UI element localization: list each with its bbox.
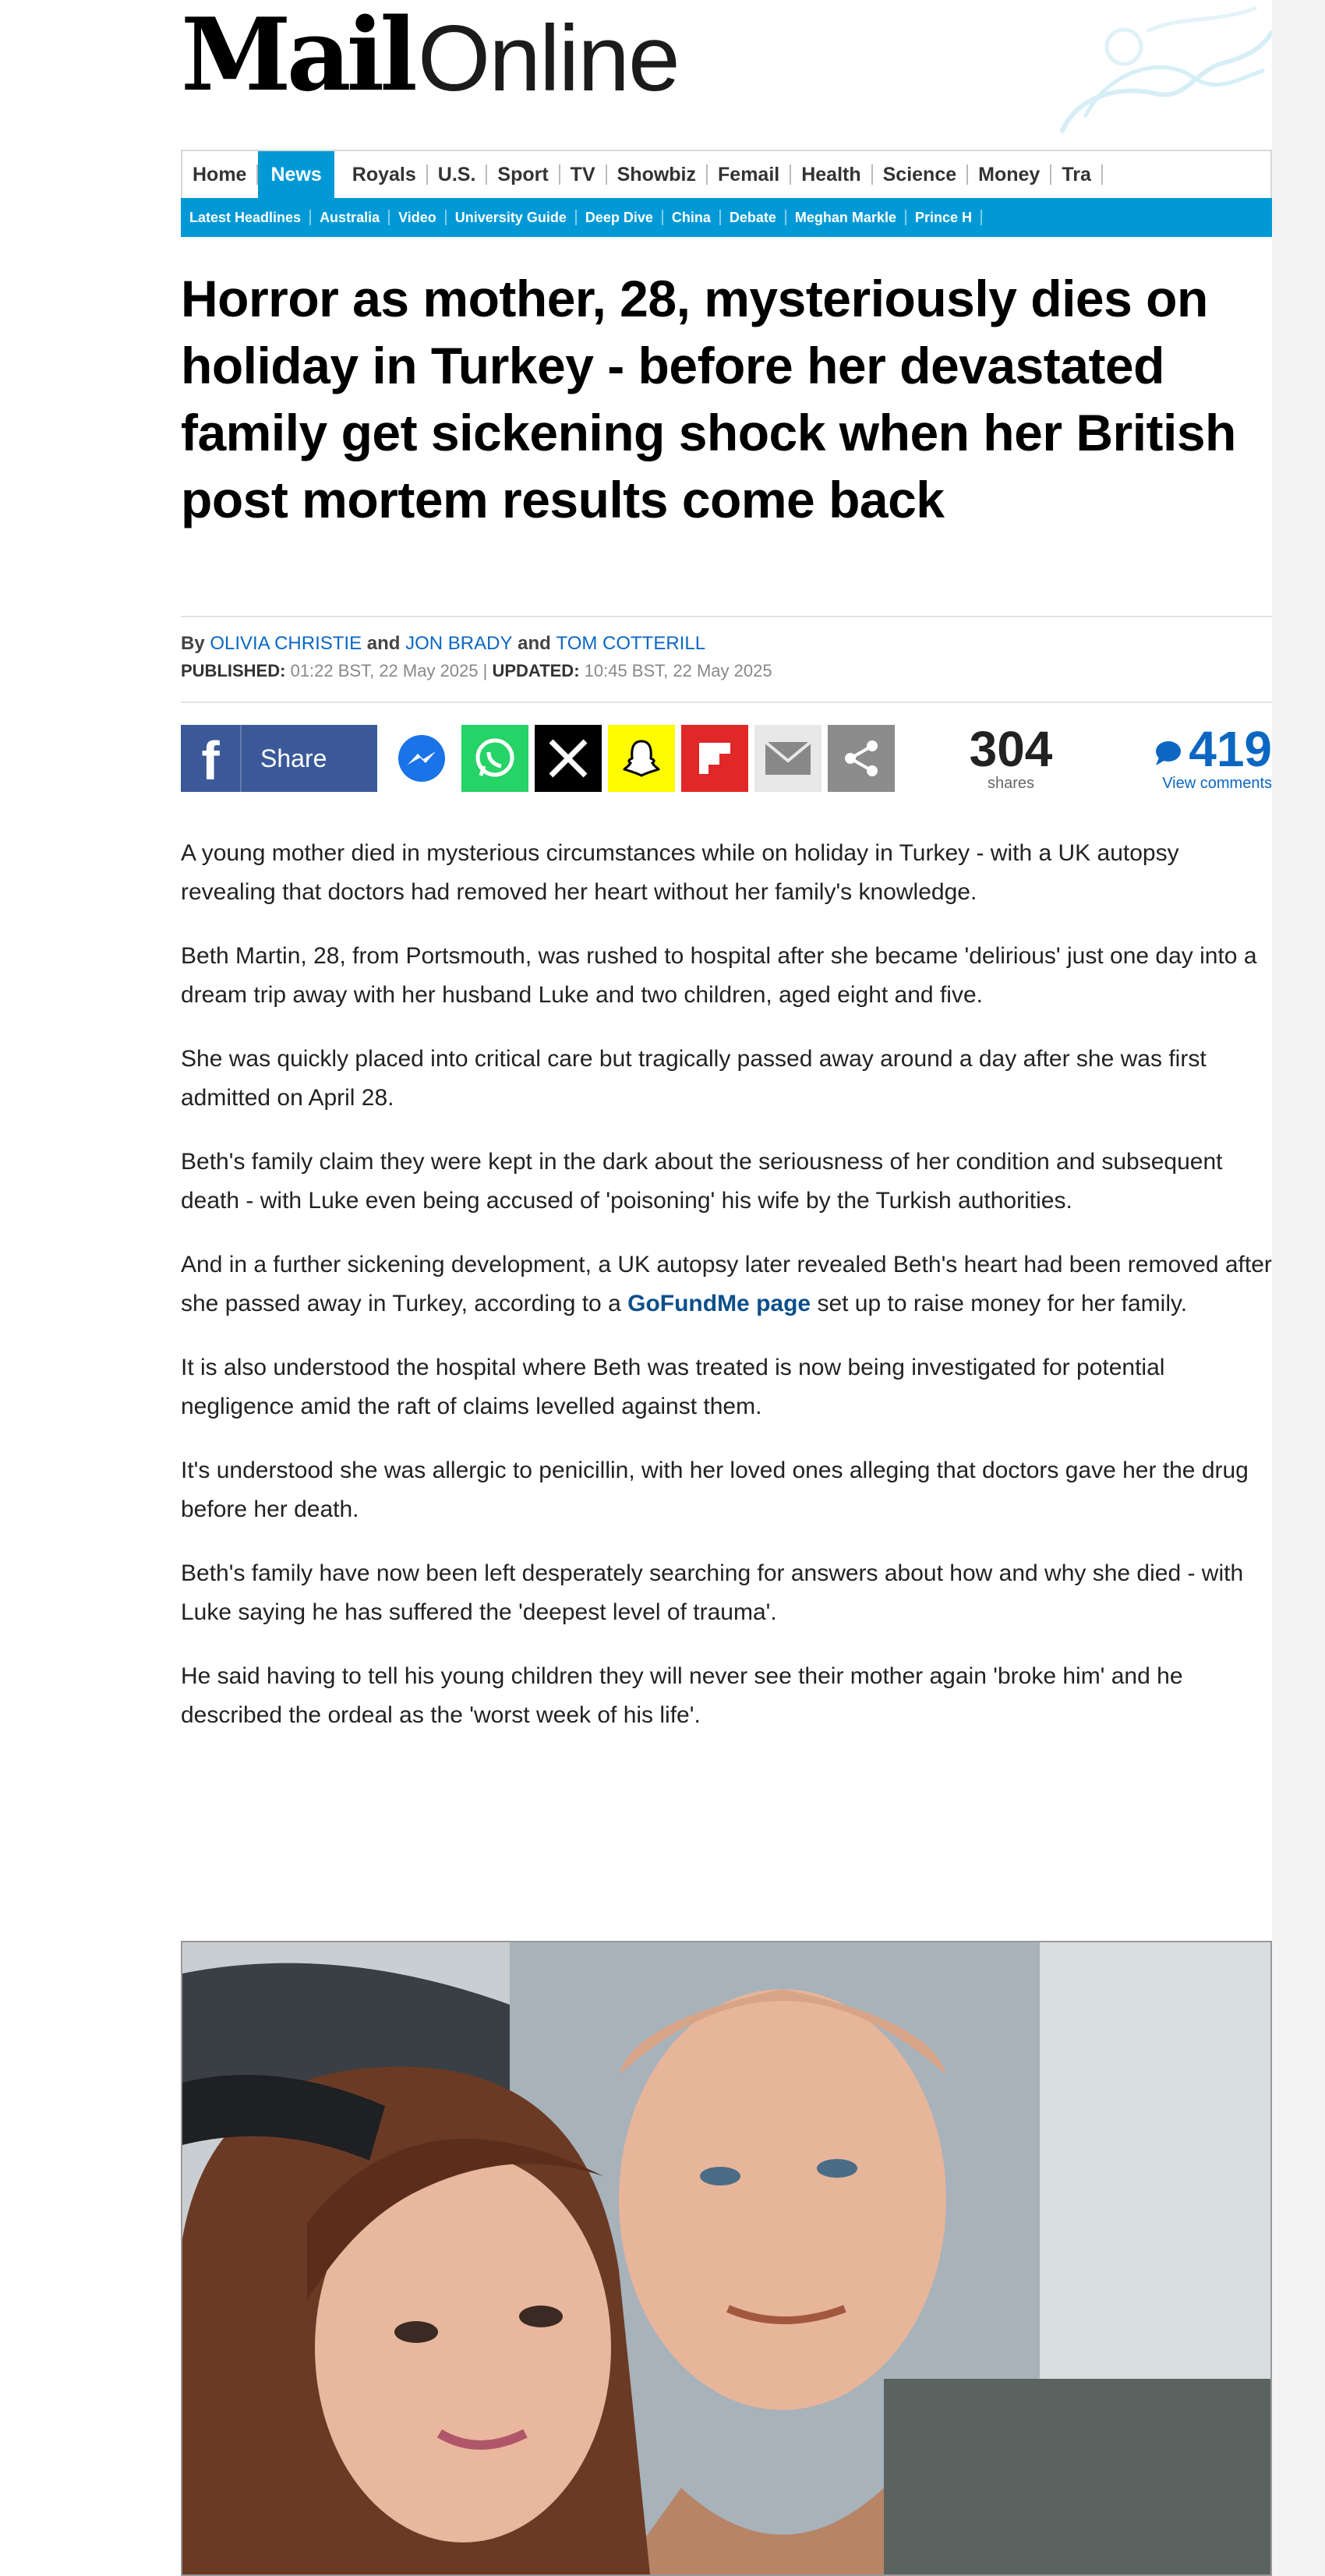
nav-money[interactable]: Money [968, 164, 1051, 185]
subnav-deep-dive[interactable]: Deep Dive [577, 210, 663, 225]
nav-news[interactable]: News [258, 150, 334, 198]
masthead-decoration-icon [1030, 0, 1272, 140]
share-count-label: shares [987, 775, 1035, 792]
nav-tv[interactable]: TV [560, 164, 607, 185]
subnav-university-guide[interactable]: University Guide [447, 210, 577, 225]
messenger-icon[interactable] [388, 725, 455, 792]
article-body [181, 834, 1272, 1760]
nav-home[interactable]: Home [182, 164, 258, 185]
nav-travel[interactable]: Tra [1051, 164, 1103, 185]
nav-showbiz[interactable]: Showbiz [607, 164, 708, 185]
subnav-latest-headlines[interactable]: Latest Headlines [181, 210, 311, 225]
paragraph: Beth's family have now been left desperately searching for answers about how and why she died - with Luke saying he has suffered the 'deepest level of trauma'. [181, 1560, 1244, 1625]
updated-label: UPDATED: [492, 661, 580, 680]
paragraph [181, 1246, 1272, 1323]
primary-nav [181, 150, 1272, 198]
nav-us[interactable]: U.S. [428, 164, 488, 185]
gofundme-link[interactable]: GoFundMe page [627, 1291, 811, 1316]
divider [181, 616, 1272, 617]
nav-health[interactable]: Health [791, 164, 872, 185]
share-icon[interactable] [828, 725, 895, 792]
paragraph-text: And in a further sickening development, a UK autopsy later revealed Beth's heart had been removed after she passed away in Turkey, according to a [181, 1252, 1272, 1316]
paragraph: It is also understood the hospital where Beth was treated is now being investigated for potential negligence amid the raft of claims levelled against them. [181, 1355, 1165, 1419]
subnav-prince-harry[interactable]: Prince H [906, 210, 982, 225]
secondary-nav [181, 198, 1272, 237]
author-link[interactable]: OLIVIA CHRISTIE [210, 633, 362, 654]
site-logo[interactable] [181, 0, 679, 114]
comments-link[interactable] [1094, 723, 1272, 793]
logo-mail: Mail [181, 0, 413, 114]
share-count-number: 304 [969, 721, 1053, 777]
couple-photo-illustration [182, 1942, 1270, 2574]
share-count [960, 723, 1062, 793]
nav-royals[interactable]: Royals [342, 164, 428, 185]
updated-date: 10:45 BST, 22 May 2025 [584, 661, 772, 680]
masthead [181, 0, 1272, 140]
comment-bubble-icon [1153, 737, 1184, 769]
nav-sport[interactable]: Sport [487, 164, 560, 185]
logo-online: Online [417, 6, 679, 111]
paragraph: A young mother died in mysterious circumstances while on holiday in Turkey - with a UK autopsy revealing that doctors had removed her heart without her family's knowledge. [181, 840, 1179, 905]
paragraph: Beth's family claim they were kept in the dark about the seriousness of her condition and subsequent death - with Luke even being accused of 'poisoning' his wife by the Turkish authorities. [181, 1149, 1223, 1214]
published-label: PUBLISHED: [181, 661, 286, 680]
nav-femail[interactable]: Femail [708, 164, 791, 185]
paragraph-text: set up to raise money for her family. [817, 1291, 1188, 1316]
paragraph: Beth Martin, 28, from Portsmouth, was rushed to hospital after she became 'delirious' just one day into a dream trip away with her husband Luke and two children, aged eight and five. [181, 943, 1257, 1008]
flipboard-icon[interactable] [681, 725, 748, 792]
published-date: 01:22 BST, 22 May 2025 [290, 661, 479, 680]
author-link[interactable]: TOM COTTERILL [556, 633, 706, 654]
paragraph: It's understood she was allergic to penicillin, with her loved ones alleging that doctors gave her the drug before her death. [181, 1458, 1249, 1522]
share-bar [181, 723, 1272, 793]
right-gutter [1272, 0, 1325, 2576]
article-photo [181, 1941, 1272, 2576]
subnav-meghan-markle[interactable]: Meghan Markle [786, 210, 906, 225]
author-link[interactable]: JON BRADY [405, 633, 513, 654]
paragraph: He said having to tell his young children they will never see their mother again 'broke him' and he described the ordeal as the 'worst week of his life'. [181, 1663, 1183, 1728]
byline-prefix: By [181, 633, 205, 654]
paragraph: She was quickly placed into critical care but tragically passed away around a day after she was first admitted on April 28. [181, 1046, 1207, 1111]
article-headline: Horror as mother, 28, mysteriously dies on holiday in Turkey - before her devastated family get sickening shock when her British post mortem results come back [181, 270, 1236, 528]
byline-and: and [366, 633, 401, 654]
divider [181, 701, 1272, 703]
email-icon[interactable] [754, 725, 822, 792]
comments-label: View comments [1162, 775, 1272, 792]
subnav-china[interactable]: China [663, 210, 721, 225]
facebook-share-button[interactable] [181, 725, 377, 792]
byline [181, 633, 705, 655]
facebook-share-label: Share [260, 744, 327, 772]
snapchat-icon[interactable] [608, 725, 675, 792]
article-dates: PUBLISHED: 01:22 BST, 22 May 2025 | UPDATED: 10:45 BST, 22 May 2025 [181, 661, 772, 680]
nav-science[interactable]: Science [873, 164, 969, 185]
subnav-video[interactable]: Video [390, 210, 447, 225]
byline-and: and [518, 633, 551, 654]
x-icon[interactable] [535, 725, 602, 792]
comments-count: 419 [1189, 721, 1272, 777]
whatsapp-icon[interactable] [461, 725, 528, 792]
subnav-australia[interactable]: Australia [311, 210, 390, 225]
subnav-debate[interactable]: Debate [721, 210, 786, 225]
facebook-icon: f [181, 725, 242, 792]
